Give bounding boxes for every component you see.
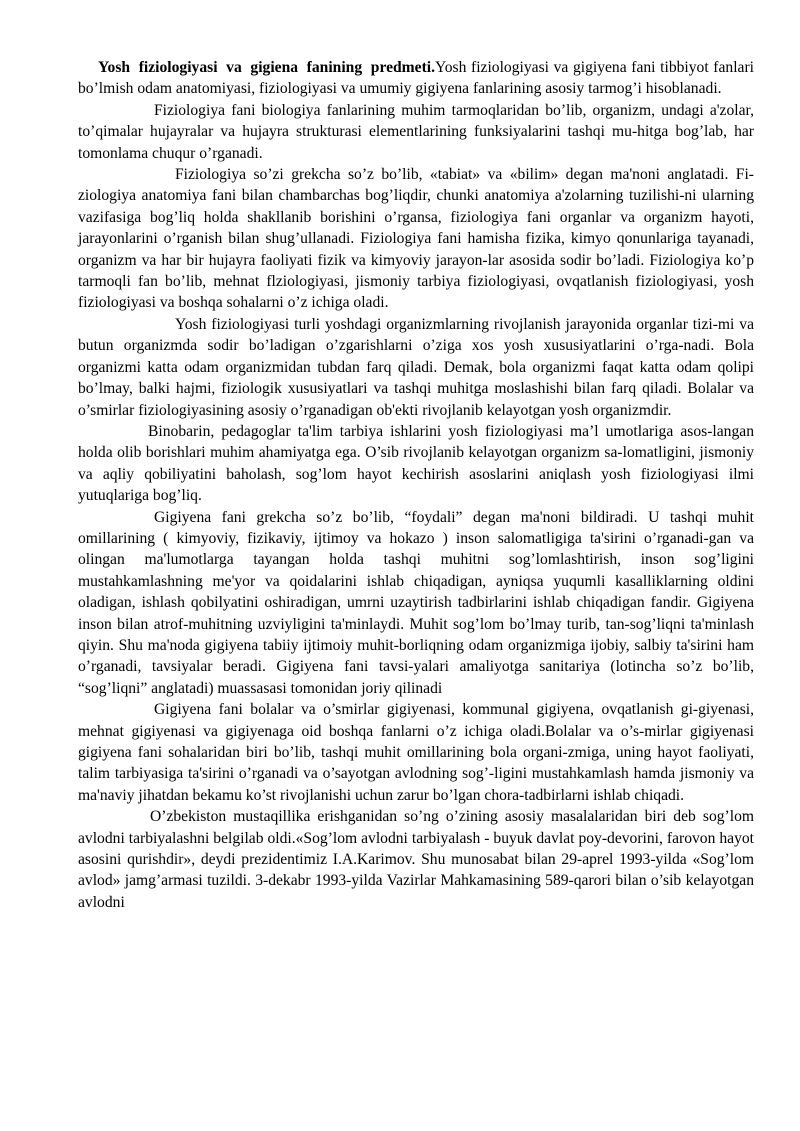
document-page bbox=[78, 57, 754, 913]
paragraph-age-physiology: Yosh fiziologiyasi turli yoshdagi organizmlarning rivojlanish jarayonida organlar tizi-mi va butun organizmda sodir bo’ladigan o’zgarishlarni o’ziga xos yosh xususiyatlarini o’rga-nadi. Bola organizmi katta odam organizmidan tubdan farq qiladi. Demak, bola organizmi faqat katta odam qolipi bo’lmay, balki hajmi, fiziologik xususiyatlari va tashqi muhitga moslashishi bilan farq qiladi. Bolalar va o’smirlar fiziologiyasining asosiy o’rganadigan ob'ekti rivojlanib kelayotgan yosh organizmdir. bbox=[78, 315, 754, 419]
paragraph-physiology-definition: Fiziologiya fani biologiya fanlarining muhim tarmoqlaridan bo’lib, organizm, undagi a'zolar, to’qimalar hujayralar va hujayra strukturasi elementlarining funksiyalarini tashqi mu-hitga bog’lab, har tomonlama chuqur o’rganadi. bbox=[78, 101, 754, 162]
paragraph-pedagogues: Binobarin, pedagoglar ta'lim tarbiya ishlarini yosh fiziologiyasi ma’l umotlariga asos-langan holda olib borishlari muhim ahamiyatga ega. O’sib rivojlanib kelayotgan organizm sa-lomatligini, jismoniy va aqliy qobiliyatini baholash, sog’lom hayot kechirish asoslarini aniqlash yosh fiziologiyasi ilmi yutuqlariga bog’liq. bbox=[78, 422, 754, 505]
paragraph-hygiene-definition: Gigiyena fani grekcha so’z bo’lib, “foydali” degan ma'noni bildiradi. U tashqi muhit omillarining ( kimyoviy, fizikaviy, ijtimoy va hokazo ) inson salomatligiga ta'sirini o’rganadi-gan va olingan ma'lumotlarga tayangan holda tashqi muhitni sog’lomlashtirish, inson sog’ligini mustahkamlashning me'yor va qoidalarini ishlab chiqadigan, ayniqsa yuqumli kasalliklarning oldini oladigan, ishlash qobilyatini oshiradigan, umrni uzaytirish tadbirlarini ishlab chiqadigan fandir. Gigiyena inson bilan atrof-muhitning uzviyligini ta'minlaydi. Muhit sog’lom bo’lmay turib, tan-sog’liqni ta'minlash qiyin. Shu ma'noda gigiyena tabiiy ijtimoiy muhit-borliqning odam organizmiga ijobiy, salbiy ta'sirini ham o’rganadi, tavsiyalar beradi. Gigiyena fani tavsi-yalari amaliyotga sanitariya (lotincha so’z bo’lib, “sog’liqni” anglatadi) muassasasi tomonidan joriy qilinadi bbox=[78, 508, 754, 697]
paragraph-text: Yosh fiziologiyasi va gigiyena fani tibbiyot fanlari bo’lmish odam anatomiyasi, fiziologiyasi va umumiy gigiyena fanlarining asosiy tarmog’i hisoblanadi. bbox=[78, 59, 754, 98]
paragraph-uzbekistan: O’zbekiston mustaqillika erishganidan so’ng o’zining asosiy masalalaridan biri deb sog’lom avlodni tarbiyalashni belgilab oldi.«Sog’lom avlodni tarbiyalash - buyuk davlat poy-devorini, farovon hayot asosini qurishdir», deydi prezidentimiz I.A.Karimov. Shu munosabat bilan 29-aprel 1993-yilda «Sog’lom avlod» jamg’armasi tuzildi. 3-dekabr 1993-yilda Vazirlar Mahkamasining 589-qarori bilan o’sib kelayotgan avlodni bbox=[78, 808, 754, 911]
paragraph-intro bbox=[78, 57, 754, 100]
paragraph-physiology-etymology: Fiziologiya so’zi grekcha so’z bo’lib, «tabiat» va «bilim» degan ma'noni anglatadi. Fi-ziologiya anatomiya fani bilan chambarchas bog’liqdir, chunki anatomiya a'zolarning tuzilishi-ni ularning vazifasiga bog’liq holda shakllanib borishini o’rgansa, fiziologiya fani organlar va organizm hayoti, jarayonlarini o’rganish bilan shug’ullanadi. Fiziologiya fani hamisha fizika, kimyo qonunlariga tayanadi, organizm va har bir hujayra faoliyati fizik va kimyoviy jarayon-lar asosida sodir bo’ladi. Fiziologiya ko’p tarmoqli fan bo’lib, mehnat flziologiyasi, jismoniy tarbiya fiziologiyasi, ovqatlanish fiziologiyasi, yosh fiziologiyasi va boshqa sohalarni o’z ichiga oladi. bbox=[78, 166, 754, 312]
paragraph-hygiene-branches: Gigiyena fani bolalar va o’smirlar gigiyenasi, kommunal gigiyena, ovqatlanish gi-giyenasi, mehnat gigiyenasi va gigiyenaga oid boshqa fanlarni o’z ichiga oladi.Bolalar va o’s-mirlar gigiyenasi gigiyena fani sohalaridan biri bo’lib, tashqi muhit omillarining bola organi-zmiga, uning hayot faoliyati, talim tarbiyasiga ta'sirini o’rganadi va o’sayotgan avlodning sog’-ligini mustahkamlash hamda jismoniy va ma'naviy jihatdan bekamu ko’st rivojlanishi uchun zarur bo’lgan chora-tadbirlarni ishlab chiqadi. bbox=[78, 701, 754, 804]
section-heading: Yosh fiziologiyasi va gigiena fanining predmeti. bbox=[98, 59, 436, 76]
